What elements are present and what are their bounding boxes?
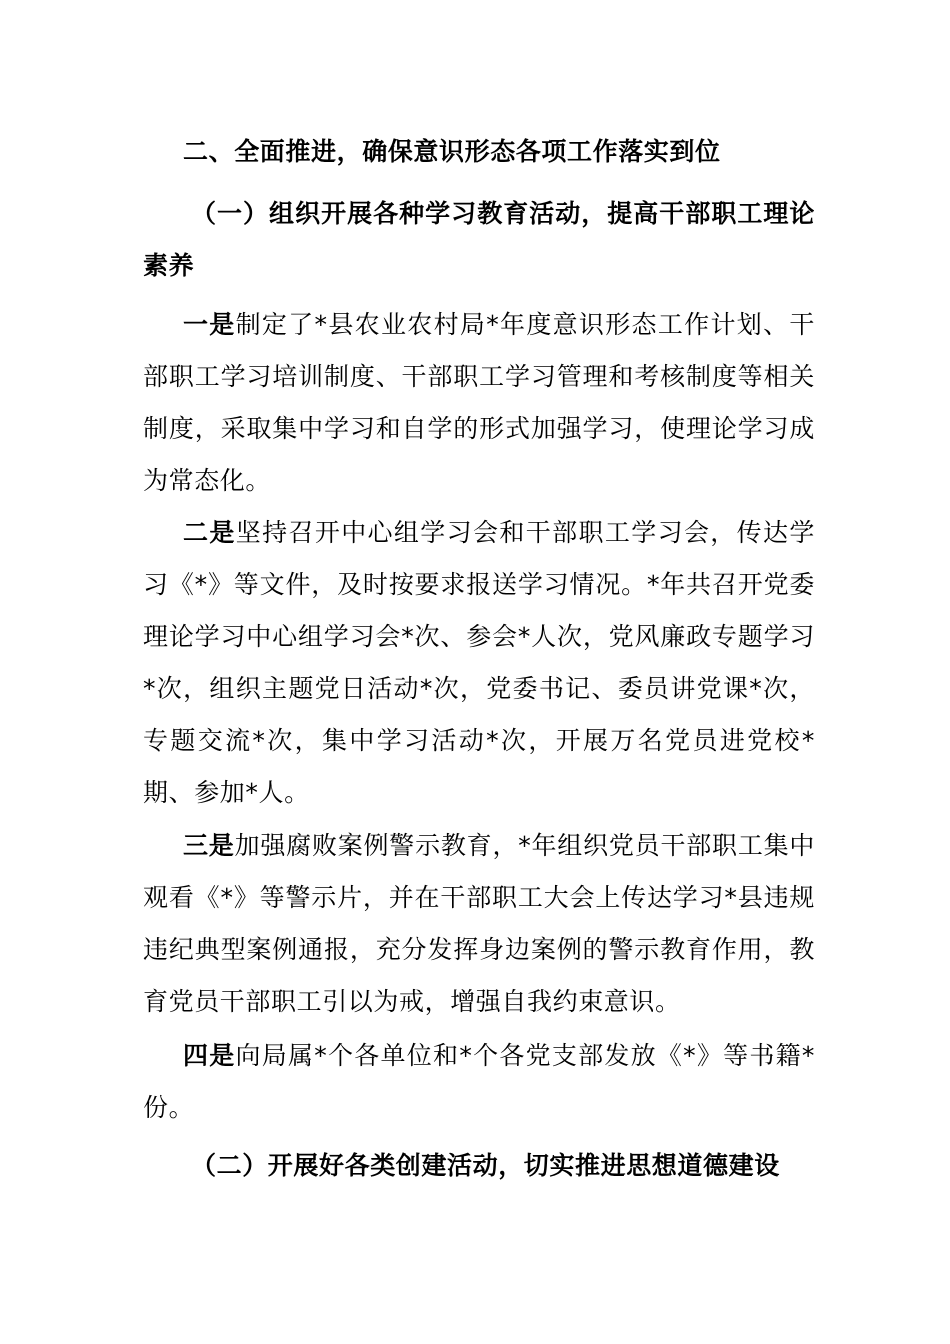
subsection-heading-1: （一）组织开展各种学习教育活动，提高干部职工理论素养 [143,199,815,280]
paragraph-4-text: 向局属*个各单位和*个各党支部发放《*》等书籍*份。 [143,1041,815,1122]
paragraph-2-text: 坚持召开中心组学习会和干部职工学习会，传达学习《*》等文件，及时按要求报送学习情况。*年共召开党委理论学习中心组学习会*次、参会*人次，党风廉政专题学习*次，组织主题党日活动*次，党委书记、委员讲党课*次，专题交流*次，集中学习活动*次，开展万名党员进党校*期、参加*人。 [143,518,816,807]
paragraph-3 [143,820,815,1028]
paragraph-4-lead: 四是 [183,1041,236,1070]
paragraph-3-text: 加强腐败案例警示教育，*年组织党员干部职工集中观看《*》等警示片，并在干部职工大会上传达学习*县违规违纪典型案例通报，充分发挥身边案例的警示教育作用，教育党员干部职工引以为戒，增强自我约束意识。 [143,831,815,1016]
paragraph-4 [143,1030,815,1134]
section-heading: 二、全面推进，确保意识形态各项工作落实到位 [183,137,721,166]
paragraph-1-text: 制定了*县农业农村局*年度意识形态工作计划、干部职工学习培训制度、干部职工学习管理和考核制度等相关制度，采取集中学习和自学的形式加强学习，使理论学习成为常态化。 [143,310,815,495]
paragraph-2-lead: 二是 [183,518,236,547]
paragraph-3-lead: 三是 [183,831,235,860]
subsection-heading-2: （二）开展好各类创建活动，切实推进思想道德建设 [191,1151,780,1180]
paragraph-2 [143,507,815,819]
paragraph-1-lead: 一是 [183,310,236,339]
paragraph-1 [143,299,815,507]
